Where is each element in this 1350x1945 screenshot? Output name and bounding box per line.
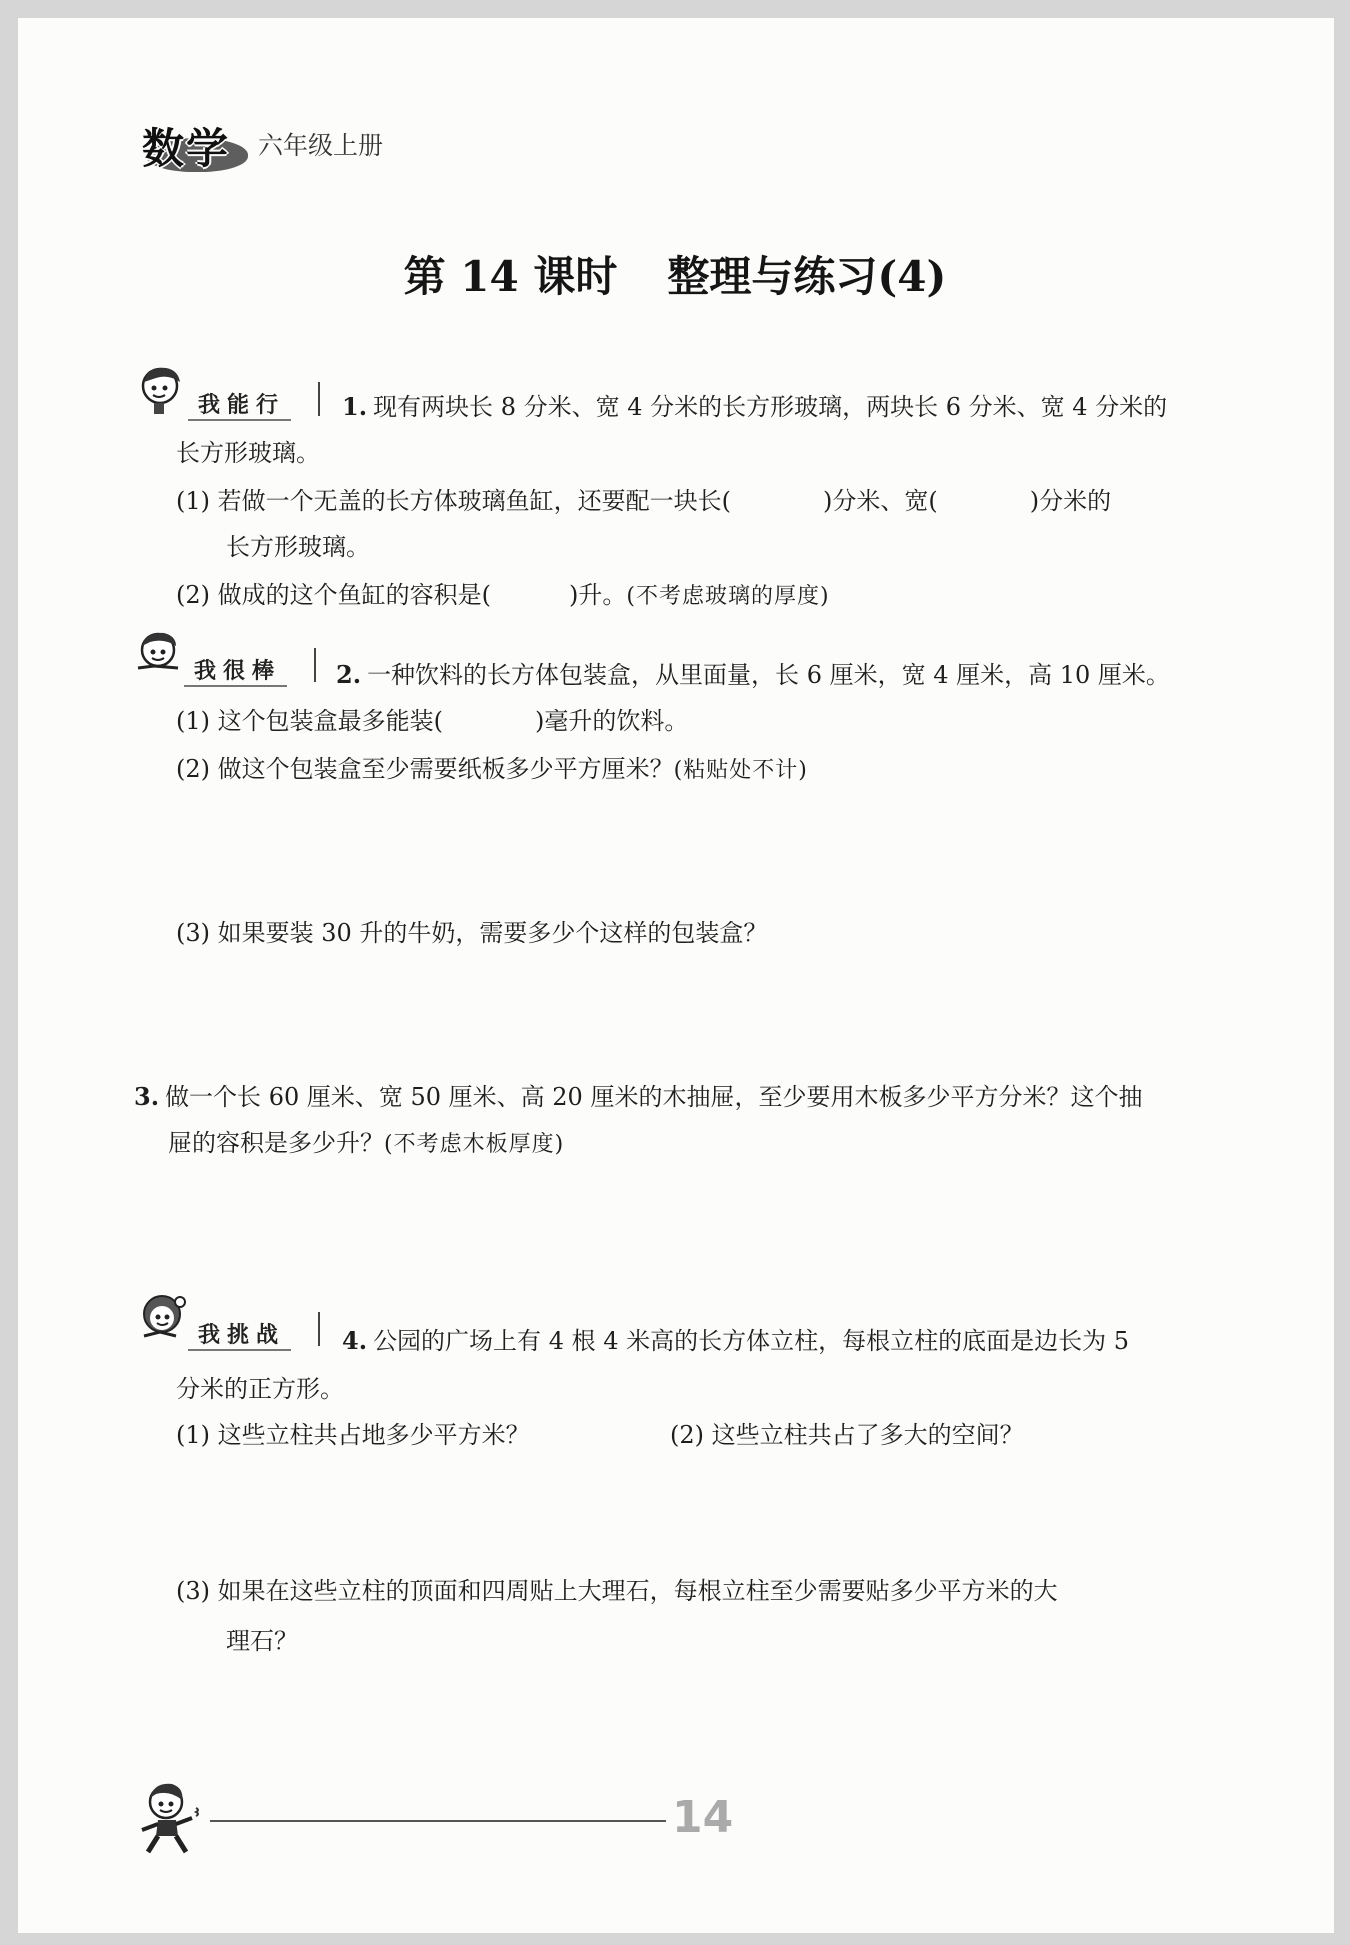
q1-part1-text-a: (1) 若做一个无盖的长方体玻璃鱼缸，还要配一块长( [176,487,731,515]
q1-part1-text-b: )分米、宽( [823,487,938,515]
level-label-2: 我很棒 [184,654,287,687]
q4-part1: (1) 这些立柱共占地多少平方米？ [176,1421,530,1449]
badge-divider [314,648,316,682]
level-badge-2 [134,628,314,686]
lesson-number: 第 14 课时 [403,252,618,301]
q1-part2-note: (不考虑玻璃的厚度) [626,584,830,609]
level-label-1: 我能行 [188,388,291,421]
q2-part1 [176,704,688,738]
q2-part2 [176,752,808,788]
q4-part3-a: (3) 如果在这些立柱的顶面和四周贴上大理石，每根立柱至少需要贴多少平方米的大 [176,1577,1058,1605]
q1-part2-text-a: (2) 做成的这个鱼缸的容积是( [176,581,491,609]
workbook-page [18,18,1334,1933]
student-mascot-icon [138,1292,188,1346]
q4-text-2: 分米的正方形。 [176,1375,344,1403]
q3-text-1: 做一个长 60 厘米、宽 50 厘米、高 20 厘米的木抽屉，至少要用木板多少平方分米？这个抽 [165,1083,1143,1111]
q2-part1-text-b: )毫升的饮料。 [535,707,689,735]
q3-text-2: 屉的容积是多少升？ [168,1129,384,1157]
level-label-3: 我挑战 [188,1318,291,1351]
q2-line1 [336,658,1170,692]
badge-divider [318,1312,320,1346]
q1-line1 [342,390,1167,424]
q1-part1-text-c: )分米的 [1029,487,1112,515]
q3-note: (不考虑木板厚度) [384,1132,565,1157]
q2-text-1: 一种饮料的长方体包装盒，从里面量，长 6 厘米，宽 4 厘米，高 10 厘米。 [367,661,1170,689]
q1-part2-text-b: )升。 [569,581,627,609]
student-mascot-icon [138,362,188,416]
q2-part2-note: (粘贴处不计) [673,758,808,783]
lesson-title [0,244,1350,304]
q4-number: 4. [342,1326,368,1355]
q1-part1-text-d: 长方形玻璃。 [226,533,370,561]
lesson-name: 整理与练习(4) [667,252,947,301]
q2-part1-text-a: (1) 这个包装盒最多能装( [176,707,443,735]
q2-part2-text: (2) 做这个包装盒至少需要纸板多少平方厘米？ [176,755,674,783]
footer-rule [210,1820,666,1822]
page-number: 14 [672,1792,734,1843]
q1-text-1: 现有两块长 8 分米、宽 4 分米的长方形玻璃，两块长 6 分米、宽 4 分米的 [373,393,1168,421]
q4-part2: (2) 这些立柱共占了多大的空间？ [670,1421,1024,1449]
q4-line1 [342,1324,1129,1358]
q2-number: 2. [336,660,362,689]
grade-label: 六年级上册 [258,131,384,160]
student-mascot-icon [134,628,184,682]
badge-divider [318,382,320,416]
level-badge-1 [138,362,318,420]
q3-number: 3. [134,1082,160,1111]
q2-part3: (3) 如果要装 30 升的牛奶，需要多少个这样的包装盒？ [176,919,768,947]
q3-line1 [134,1080,1142,1114]
q1-part1 [176,484,1111,518]
q1-number: 1. [342,392,368,421]
subject-logo [132,112,250,173]
subject-title: 数学 [142,124,231,173]
level-badge-3 [138,1292,318,1350]
running-kid-mascot-icon [136,1780,208,1858]
q4-text-1: 公园的广场上有 4 根 4 米高的长方体立柱，每根立柱的底面是边长为 5 [373,1327,1130,1355]
q1-part2 [176,578,830,614]
q3-line2 [168,1126,564,1162]
q4-part3-b: 理石？ [226,1627,298,1655]
q1-text-2: 长方形玻璃。 [176,439,320,467]
